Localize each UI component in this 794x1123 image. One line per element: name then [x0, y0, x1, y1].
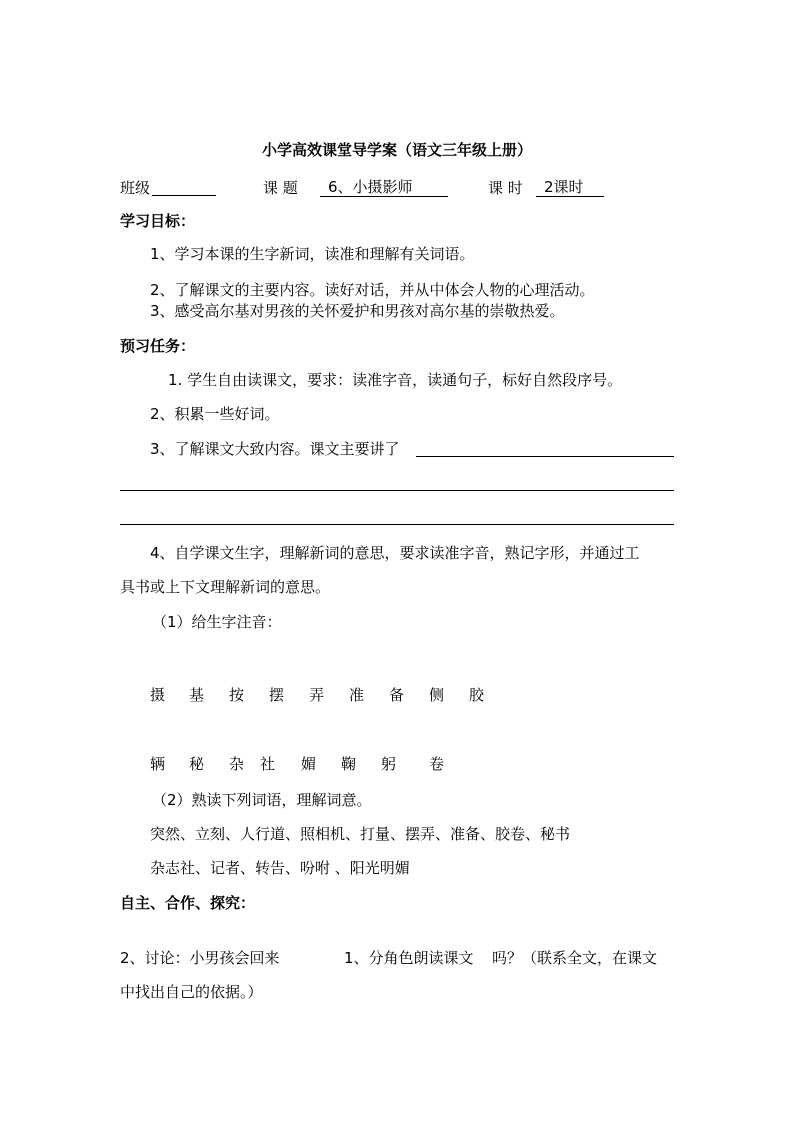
answer-line [416, 456, 674, 457]
preview-task-1: 1. 学生自由读课文，要求：读准字音，读通句子，标好自然段序号。 [168, 371, 623, 389]
character: 秘 [189, 755, 205, 773]
character: 侧 [429, 686, 445, 704]
character: 卷 [429, 755, 445, 773]
preview-task-3: 3、了解课文大致内容。课文主要讲了 [150, 440, 400, 458]
character: 躬 [381, 755, 397, 773]
answer-line [120, 524, 674, 525]
character: 鞠 [341, 755, 357, 773]
objective-item: 2、了解课文的主要内容。读好对话，并从中体会人物的心理活动。 [150, 281, 595, 299]
vocabulary-subtask: （2）熟读下列词语，理解词意。 [152, 791, 372, 809]
topic-label: 课 题 [263, 179, 298, 197]
character: 摄 [150, 686, 166, 704]
period-label: 课 时 [488, 179, 523, 197]
character: 基 [189, 686, 205, 704]
preview-task-4-line1: 4、自学课文生字，理解新词的意思，要求读准字音，熟记字形，并通过工 [150, 544, 640, 562]
class-label: 班级 [120, 179, 151, 197]
answer-line [120, 490, 674, 491]
character: 按 [229, 686, 245, 704]
vocabulary-line: 突然、立刻、人行道、照相机、打量、摆弄、准备、胶卷、秘书 [150, 825, 571, 843]
page-title: 小学高效课堂导学案（语文三年级上册） [261, 141, 532, 159]
topic-value: 6、小摄影师 [320, 178, 448, 197]
character: 社 [260, 755, 276, 773]
character: 准 [349, 686, 365, 704]
explore-question-2-line2: 中找出自己的依据。） [120, 983, 263, 1001]
character: 辆 [150, 755, 166, 773]
objective-item: 1、学习本课的生字新词，读准和理解有关词语。 [150, 245, 475, 263]
explore-heading: 自主、合作、探究： [120, 894, 256, 912]
objective-item: 3、感受高尔基对男孩的关怀爱护和男孩对高尔基的崇敬热爱。 [150, 302, 565, 320]
vocabulary-line: 杂志社、记者、转告、吩咐 、阳光明媚 [150, 859, 410, 877]
preview-task-2: 2、积累一些好词。 [150, 405, 280, 423]
explore-question-2-part2: 吗？（联系全文，在课文 [492, 949, 658, 967]
explore-question-1: 1、分角色朗读课文 [344, 949, 474, 967]
explore-question-2-part1: 2、讨论：小男孩会回来 [120, 949, 280, 967]
character: 胶 [469, 686, 485, 704]
preview-heading: 预习任务： [120, 337, 196, 355]
objectives-heading: 学习目标： [120, 212, 196, 230]
character: 媚 [301, 755, 317, 773]
period-value: 2课时 [536, 178, 604, 197]
class-blank [152, 195, 216, 196]
character: 杂 [229, 755, 245, 773]
character: 备 [389, 686, 405, 704]
pinyin-subtask: （1）给生字注音： [152, 613, 282, 631]
character: 摆 [269, 686, 285, 704]
character: 弄 [309, 686, 325, 704]
preview-task-4-line2: 具书或上下文理解新词的意思。 [120, 578, 331, 596]
